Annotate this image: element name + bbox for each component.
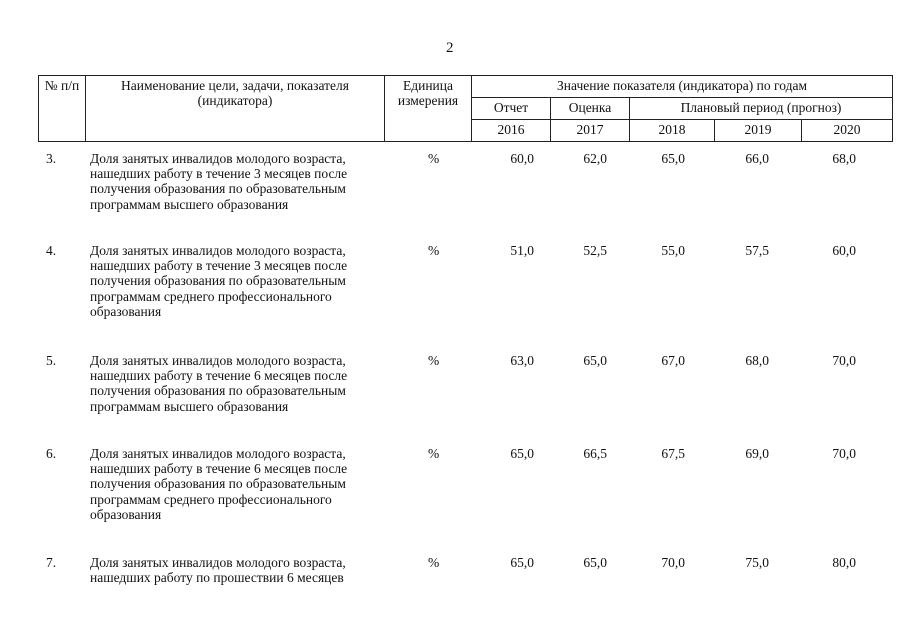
row-value: 60,0 [832,243,856,258]
row-value: 70,0 [661,555,685,570]
row-number: 7. [46,555,57,570]
header-year: 2017 [551,120,630,142]
row-value: 65,0 [583,353,607,368]
row-value: 62,0 [583,151,607,166]
header-report: Отчет [472,98,551,120]
row-value: 75,0 [745,555,769,570]
header-estimate: Оценка [551,98,630,120]
page-number: 2 [446,40,454,56]
row-value: 68,0 [832,151,856,166]
row-number: 3. [46,151,57,166]
header-plan: Плановый период (прогноз) [630,98,893,120]
row-value: 55,0 [661,243,685,258]
row-name: Доля занятых инвалидов молодого возраста, нашедших работу в течение 3 месяцев после получения образования по образовательным программам высшего образования [90,151,348,212]
row-name: Доля занятых инвалидов молодого возраста, нашедших работу в течение 6 месяцев после получения образования по образовательным программам высшего образования [90,353,348,414]
header-year: 2018 [630,120,715,142]
row-value: 65,0 [661,151,685,166]
row-unit: % [428,446,440,461]
row-value: 68,0 [745,353,769,368]
row-value: 65,0 [583,555,607,570]
row-name: Доля занятых инвалидов молодого возраста, нашедших работу в течение 6 месяцев после получения образования по образовательным программам среднего профессионального образования [90,446,348,522]
row-value: 65,0 [510,555,534,570]
row-value: 52,5 [583,243,607,258]
row-value: 70,0 [832,446,856,461]
header-name: Наименование цели, задачи, показателя (индикатора) [86,76,385,142]
row-value: 67,5 [661,446,685,461]
row-value: 65,0 [510,446,534,461]
row-unit: % [428,151,440,166]
row-value: 70,0 [832,353,856,368]
header-num: № п/п [39,76,86,142]
header-unit: Единица измерения [385,76,472,142]
row-name: Доля занятых инвалидов молодого возраста, нашедших работу в течение 3 месяцев после получения образования по образовательным программам среднего профессионального образования [90,243,348,319]
row-value: 69,0 [745,446,769,461]
row-unit: % [428,353,440,368]
row-value: 51,0 [510,243,534,258]
row-number: 4. [46,243,57,258]
header-year: 2016 [472,120,551,142]
row-value: 60,0 [510,151,534,166]
header-year: 2019 [715,120,802,142]
row-value: 63,0 [510,353,534,368]
row-value: 66,5 [583,446,607,461]
row-value: 66,0 [745,151,769,166]
row-number: 6. [46,446,57,461]
row-value: 67,0 [661,353,685,368]
row-unit: % [428,555,440,570]
row-value: 80,0 [832,555,856,570]
row-number: 5. [46,353,57,368]
header-values: Значение показателя (индикатора) по годам [472,76,893,98]
row-value: 57,5 [745,243,769,258]
header-year: 2020 [802,120,893,142]
row-unit: % [428,243,440,258]
table-header [38,75,893,142]
row-name: Доля занятых инвалидов молодого возраста, нашедших работу по прошествии 6 месяцев [90,555,346,586]
